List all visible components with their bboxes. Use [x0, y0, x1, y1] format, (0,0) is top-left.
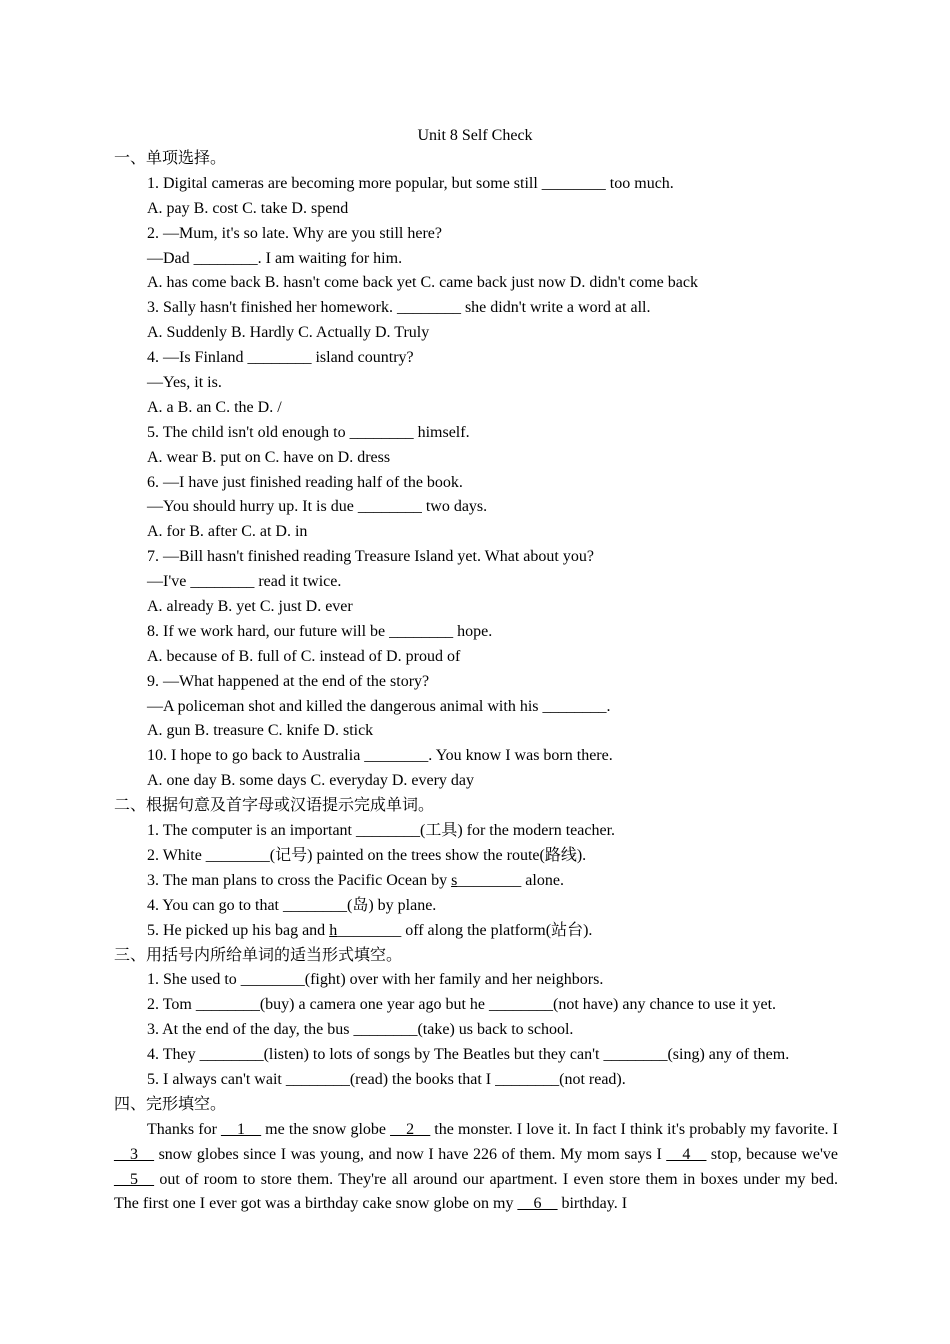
question-line: —Dad ________. I am waiting for him.: [147, 249, 403, 267]
question-line: 5. I always can't wait ________(read) the books that I ________(not read).: [147, 1070, 626, 1088]
question-line: 10. I hope to go back to Australia ________. You know I was born there.: [147, 747, 613, 765]
question-line: 4. —Is Finland ________ island country?: [147, 349, 414, 367]
section-1-heading: 一、单项选择。: [114, 150, 227, 167]
question-line: 3. Sally hasn't finished her homework. ________ she didn't write a word at all.: [147, 299, 651, 317]
options-line: A. gun B. treasure C. knife D. stick: [147, 722, 374, 740]
section-2-items: [114, 819, 838, 943]
page-title: Unit 8 Self Check: [417, 127, 533, 144]
text-segment: Thanks for: [147, 1120, 222, 1138]
question-line: 1. The computer is an important ________(工具) for the modern teacher.: [147, 822, 616, 840]
question-line: [114, 869, 838, 894]
options-line: A. Suddenly B. Hardly C. Actually D. Truly: [147, 324, 430, 342]
section-3-items: [114, 968, 838, 1092]
text-segment: stop, because we've: [706, 1145, 838, 1163]
options-line: A. wear B. put on C. have on D. dress: [147, 448, 391, 466]
initial-letter-hint: h: [329, 921, 338, 939]
question-line: 2. —Mum, it's so late. Why are you still here?: [147, 224, 442, 242]
section-3-heading: 三、用括号内所给单词的适当形式填空。: [114, 946, 403, 964]
blank-2: __2__: [390, 1120, 431, 1138]
options-line: A. for B. after C. at D. in: [147, 523, 308, 541]
question-line: 1. Digital cameras are becoming more popular, but some still ________ too much.: [147, 174, 674, 192]
question-line: —You should hurry up. It is due ________ two days.: [147, 498, 488, 516]
options-line: A. one day B. some days C. everyday D. every day: [147, 772, 475, 790]
blank-6: __6__: [517, 1195, 558, 1213]
question-line: 1. She used to ________(fight) over with her family and her neighbors.: [147, 971, 604, 989]
question-line: [114, 919, 838, 944]
question-line: —Yes, it is.: [147, 374, 222, 392]
section-4-heading: 四、完形填空。: [114, 1095, 227, 1113]
section-1-items: [114, 172, 838, 794]
question-line: —A policeman shot and killed the dangerous animal with his ________.: [147, 697, 611, 715]
text-segment: me the snow globe: [261, 1120, 391, 1138]
worksheet-body: [114, 147, 838, 1217]
text-segment: 5. He picked up his bag and: [147, 921, 330, 939]
question-line: 6. —I have just finished reading half of the book.: [147, 473, 463, 491]
options-line: A. already B. yet C. just D. ever: [147, 598, 353, 616]
text-segment: out of room to store them. They're all around our apartment. I even store them in boxes under my bed. The first one I ever got was a birthday cake snow globe on my: [114, 1170, 838, 1213]
question-line: 4. You can go to that ________(岛) by plane.: [147, 896, 437, 914]
question-line: 7. —Bill hasn't finished reading Treasure Island yet. What about you?: [147, 548, 594, 566]
options-line: A. a B. an C. the D. /: [147, 398, 282, 416]
text-segment: the monster. I love it. In fact I think it's probably my favorite. I: [430, 1120, 839, 1138]
options-line: A. pay B. cost C. take D. spend: [147, 199, 349, 217]
cloze-passage: [114, 1118, 838, 1218]
question-line: 2. Tom ________(buy) a camera one year ago but he ________(not have) any chance to use it yet.: [147, 996, 777, 1014]
options-line: A. has come back B. hasn't come back yet C. came back just now D. didn't come back: [147, 274, 698, 292]
question-line: 8. If we work hard, our future will be ________ hope.: [147, 622, 493, 640]
text-segment: snow globes since I was young, and now I have 226 of them. My mom says I: [154, 1145, 667, 1163]
text-segment: ________ off along the platform(站台).: [337, 921, 593, 939]
question-line: 9. —What happened at the end of the story?: [147, 672, 430, 690]
text-segment: 3. The man plans to cross the Pacific Ocean by: [147, 871, 452, 889]
blank-4: __4__: [666, 1145, 707, 1163]
question-line: —I've ________ read it twice.: [147, 573, 342, 591]
question-line: 4. They ________(listen) to lots of songs by The Beatles but they can't ________(sing) any of them.: [147, 1046, 790, 1064]
text-segment: ________ alone.: [457, 871, 564, 889]
text-segment: birthday. I: [557, 1195, 628, 1213]
question-line: 2. White ________(记号) painted on the trees show the route(路线).: [147, 846, 587, 864]
blank-1: __1__: [221, 1120, 262, 1138]
blank-5: __5__: [114, 1170, 154, 1188]
initial-letter-hint: s: [451, 871, 458, 889]
blank-3: __3__: [114, 1145, 154, 1163]
question-line: 3. At the end of the day, the bus ________(take) us back to school.: [147, 1021, 574, 1039]
options-line: A. because of B. full of C. instead of D. proud of: [147, 647, 461, 665]
question-line: 5. The child isn't old enough to ________ himself.: [147, 423, 470, 441]
section-2-heading: 二、根据句意及首字母或汉语提示完成单词。: [114, 797, 435, 815]
